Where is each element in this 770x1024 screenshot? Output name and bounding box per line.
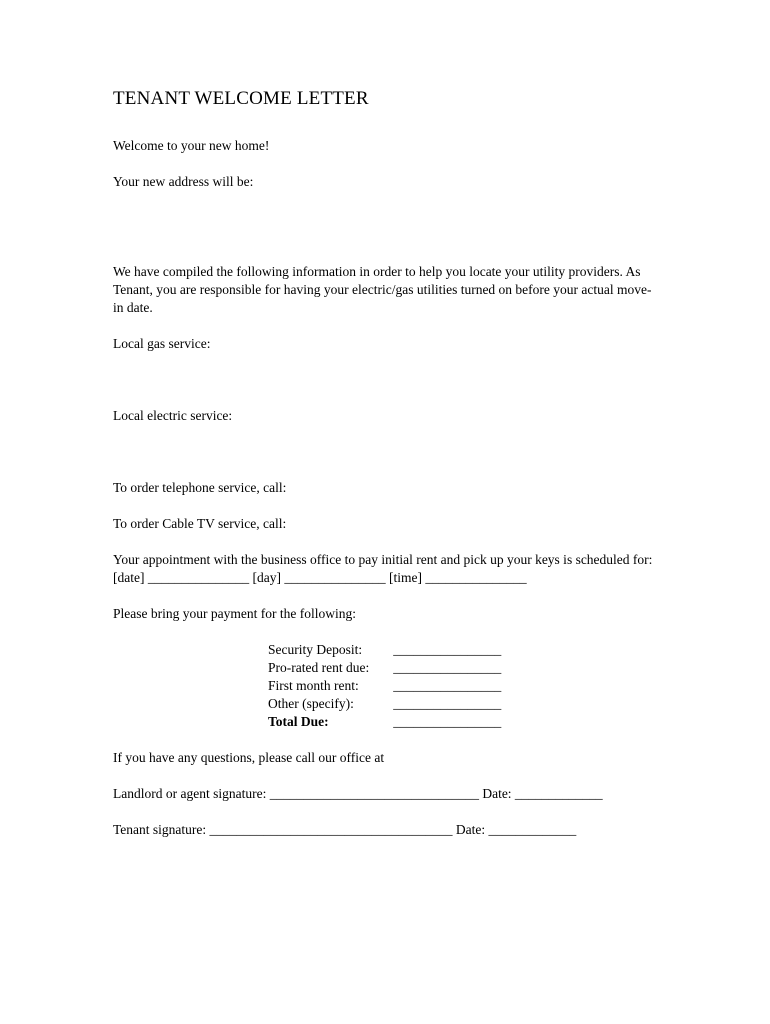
tenant-signature-line: Tenant signature: ____________________________________ Date: _____________ <box>113 821 577 837</box>
payment-label: First month rent: <box>268 677 359 693</box>
electric-blank-space <box>113 425 657 479</box>
gas-service-prompt: Local gas service: <box>113 335 211 351</box>
payment-value: ________________ <box>393 641 502 657</box>
greeting-text: Welcome to your new home! <box>113 137 270 153</box>
questions-line: If you have any questions, please call our office at <box>113 749 385 765</box>
payment-value: ________________ <box>393 695 502 711</box>
cable-service-prompt: To order Cable TV service, call: <box>113 515 287 531</box>
table-row <box>268 641 501 659</box>
payment-prompt: Please bring your payment for the following: <box>113 605 356 621</box>
appointment-paragraph: Your appointment with the business office to pay initial rent and pick up your keys is scheduled for: [date] _______________ [day] _______________ [time] _______________ <box>113 551 653 585</box>
intro-paragraph: We have compiled the following information in order to help you locate your utility providers. As Tenant, you are responsible for having your electric/gas utilities turned on before your actual move-in date. <box>113 263 652 315</box>
payment-value: ________________ <box>393 677 502 693</box>
telephone-service-prompt: To order telephone service, call: <box>113 479 287 495</box>
payment-label: Other (specify): <box>268 695 354 711</box>
page-title: TENANT WELCOME LETTER <box>113 88 369 109</box>
landlord-signature-line: Landlord or agent signature: _______________________________ Date: _____________ <box>113 785 603 801</box>
payment-value: ________________ <box>393 659 502 675</box>
table-row <box>268 677 501 695</box>
gas-blank-space <box>113 353 657 407</box>
address-prompt: Your new address will be: <box>113 173 254 189</box>
address-blank-space <box>113 209 657 263</box>
table-row <box>268 659 501 677</box>
table-row <box>268 695 501 713</box>
payment-value-total: ________________ <box>393 713 502 729</box>
payment-label: Pro-rated rent due: <box>268 659 370 675</box>
electric-service-prompt: Local electric service: <box>113 407 233 423</box>
payment-label: Security Deposit: <box>268 641 363 657</box>
payment-label-total: Total Due: <box>268 713 329 729</box>
payment-table <box>268 641 501 731</box>
table-row <box>268 713 501 731</box>
